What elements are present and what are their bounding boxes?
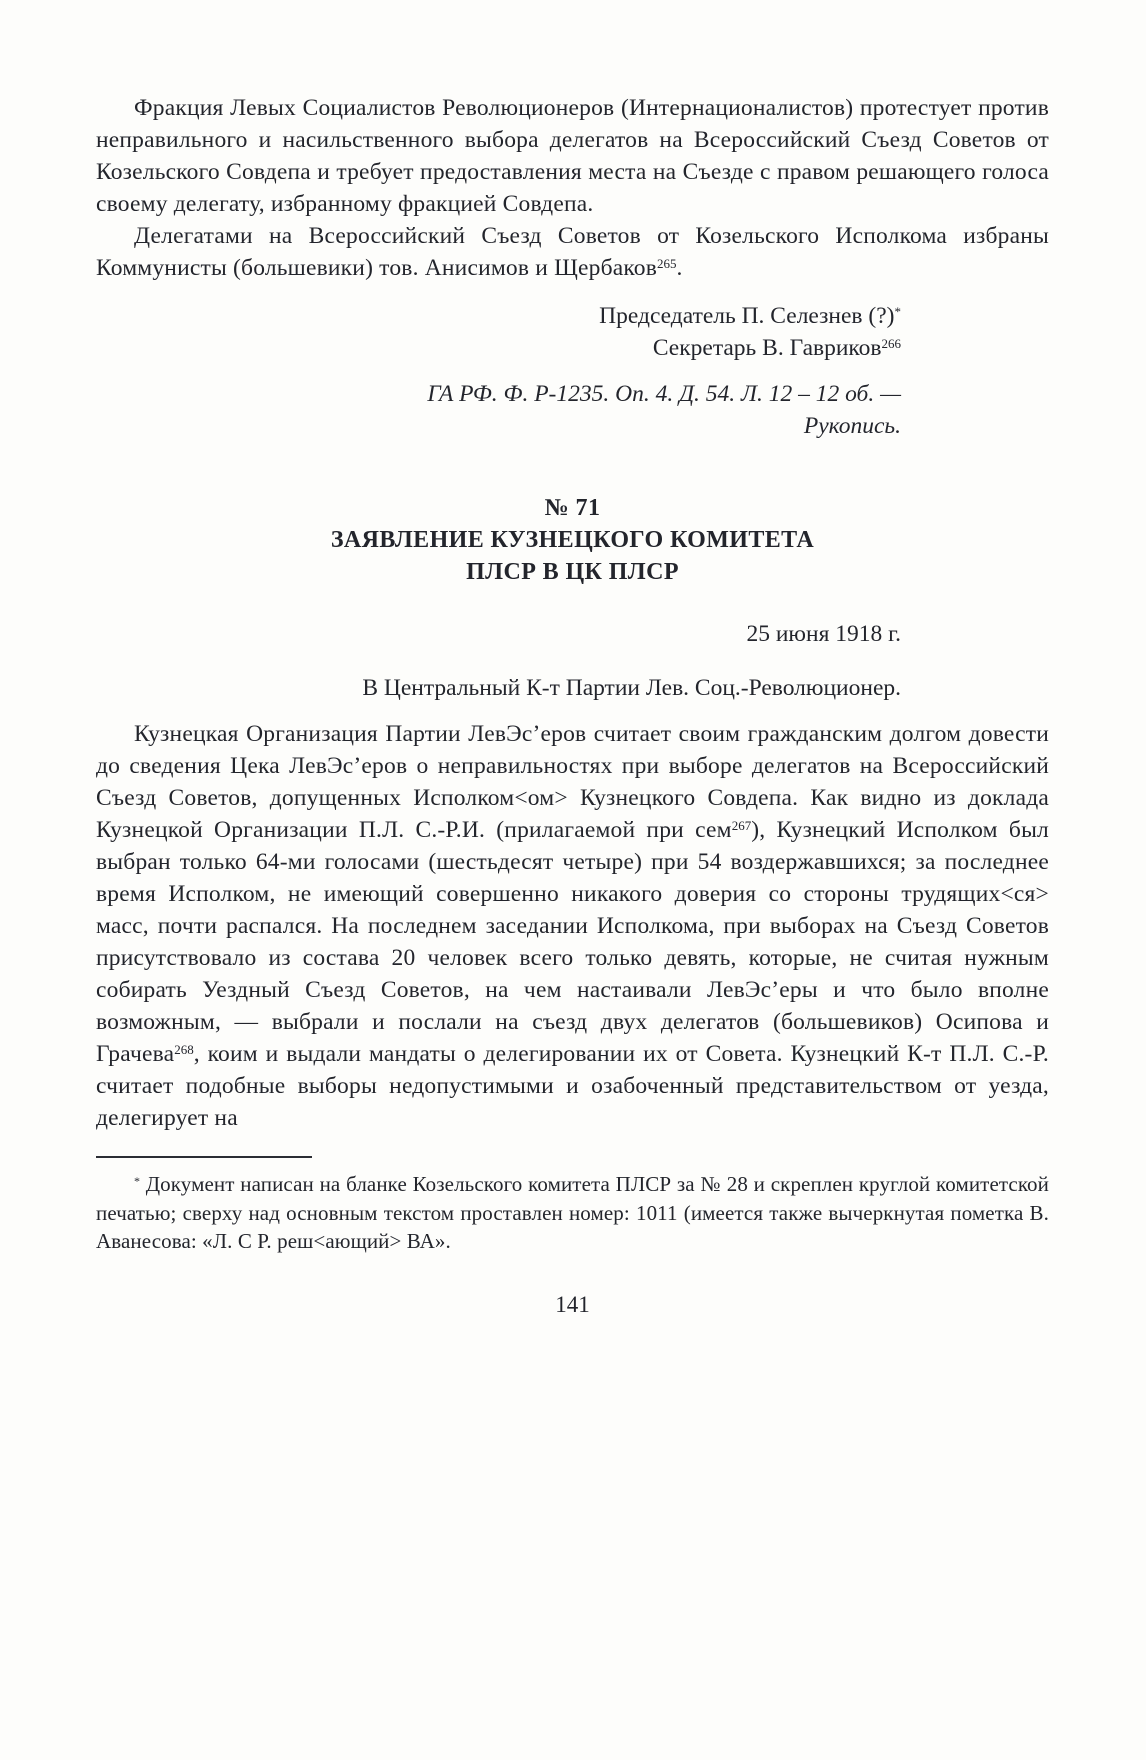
signature-chairman bbox=[96, 300, 901, 332]
document-date: 25 июня 1918 г. bbox=[746, 621, 901, 647]
document-title-line2: ПЛСР В ЦК ПЛСР bbox=[466, 559, 679, 585]
signature-chairman-text: Председатель П. Селезнев (?) bbox=[599, 303, 895, 329]
document-body-paragraph bbox=[96, 718, 1049, 1134]
archive-reference-line1: ГА РФ. Ф. Р-1235. Оп. 4. Д. 54. Л. 12 – 12 об. — bbox=[427, 381, 901, 407]
addressee-line: В Центральный К-т Партии Лев. Соц.-Революционер. bbox=[362, 675, 901, 701]
paragraph-delegates-text: Делегатами на Всероссийский Съезд Советов от Козельского Исполкома избраны Коммунисты (большевики) тов. Анисимов и Щербаков bbox=[96, 223, 1049, 281]
paragraph-delegates bbox=[96, 220, 1049, 284]
page-number: 141 bbox=[555, 1291, 590, 1317]
document-heading bbox=[96, 492, 1049, 588]
footnote-ref-asterisk: * bbox=[894, 304, 901, 319]
footnote-ref-268: 268 bbox=[174, 1042, 194, 1057]
archive-reference bbox=[96, 378, 1049, 442]
footnote bbox=[96, 1170, 1049, 1256]
signature-secretary-text: Секретарь В. Гавриков bbox=[652, 335, 882, 361]
document-body-part3: , коим и выдали мандаты о делегировании их от Совета. Кузнецкий К-т П.Л. С.-Р. считает подобные выборы недопустимыми и озабоченный представительством от уезда, делегирует на bbox=[96, 1041, 1049, 1131]
footnote-ref-267: 267 bbox=[731, 818, 752, 833]
document-body-part2: ), Кузнецкий Исполком был выбран только 64-ми голосами (шестьдесят четыре) при 54 воздержавшихся; за последнее время Исполком, не имеющий совершенно никакого доверия со стороны трудящих<ся> масс, почти распался. На последнем заседании Исполкома, при выборах на Съезд Советов присутствовало из состава 20 человек всего только девять, которые, не считая нужным собирать Уездный Съезд Советов, на чем настаивали ЛевЭс’еры и что было вполне возможным, — выбрали и послали на съезд двух делегатов (большевиков) Осипова и Грачева bbox=[96, 817, 1049, 1067]
footnote-rule bbox=[96, 1156, 312, 1158]
archive-reference-line2: Рукопись. bbox=[803, 413, 901, 439]
signature-secretary bbox=[96, 332, 901, 364]
document-number: № 71 bbox=[544, 495, 601, 521]
paragraph-delegates-period: . bbox=[676, 255, 683, 281]
footnote-text: Документ написан на бланке Козельского комитета ПЛСР за № 28 и скреплен круглой комитетской печатью; сверху над основным текстом проставлен номер: 1011 (имеется также вычеркнутая пометка В. Аванесова: «Л. С Р. реш<ающий> ВА». bbox=[96, 1172, 1049, 1253]
footnote-ref-266: 266 bbox=[881, 336, 901, 351]
document-title-line1: ЗАЯВЛЕНИЕ КУЗНЕЦКОГО КОМИТЕТА bbox=[330, 527, 815, 553]
paragraph-faction-protest bbox=[96, 92, 1049, 220]
document-body-part1: Кузнецкая Организация Партии ЛевЭс’еров считает своим гражданским долгом довести до сведения Цека ЛевЭс’еров о неправильностях при выборе делегатов на Всероссийский Съезд Советов, допущенных Исполком<ом> Кузнецкого Совдепа. Как видно из доклада Кузнецкой Организации П.Л. С.-Р.И. (прилагаемой при сем bbox=[96, 721, 1049, 843]
paragraph-faction-protest-text: Фракция Левых Социалистов Революционеров (Интернационалистов) протестует против неправильного и насильственного выбора делегатов на Всероссийский Съезд Советов от Козельского Совдепа и требует предоставления места на Съезде с правом решающего голоса своему делегату, избранному фракцией Совдепа. bbox=[96, 95, 1049, 217]
signature-block bbox=[96, 300, 1049, 364]
footnote-marker: * bbox=[134, 1174, 140, 1188]
footnote-ref-265: 265 bbox=[657, 256, 677, 271]
